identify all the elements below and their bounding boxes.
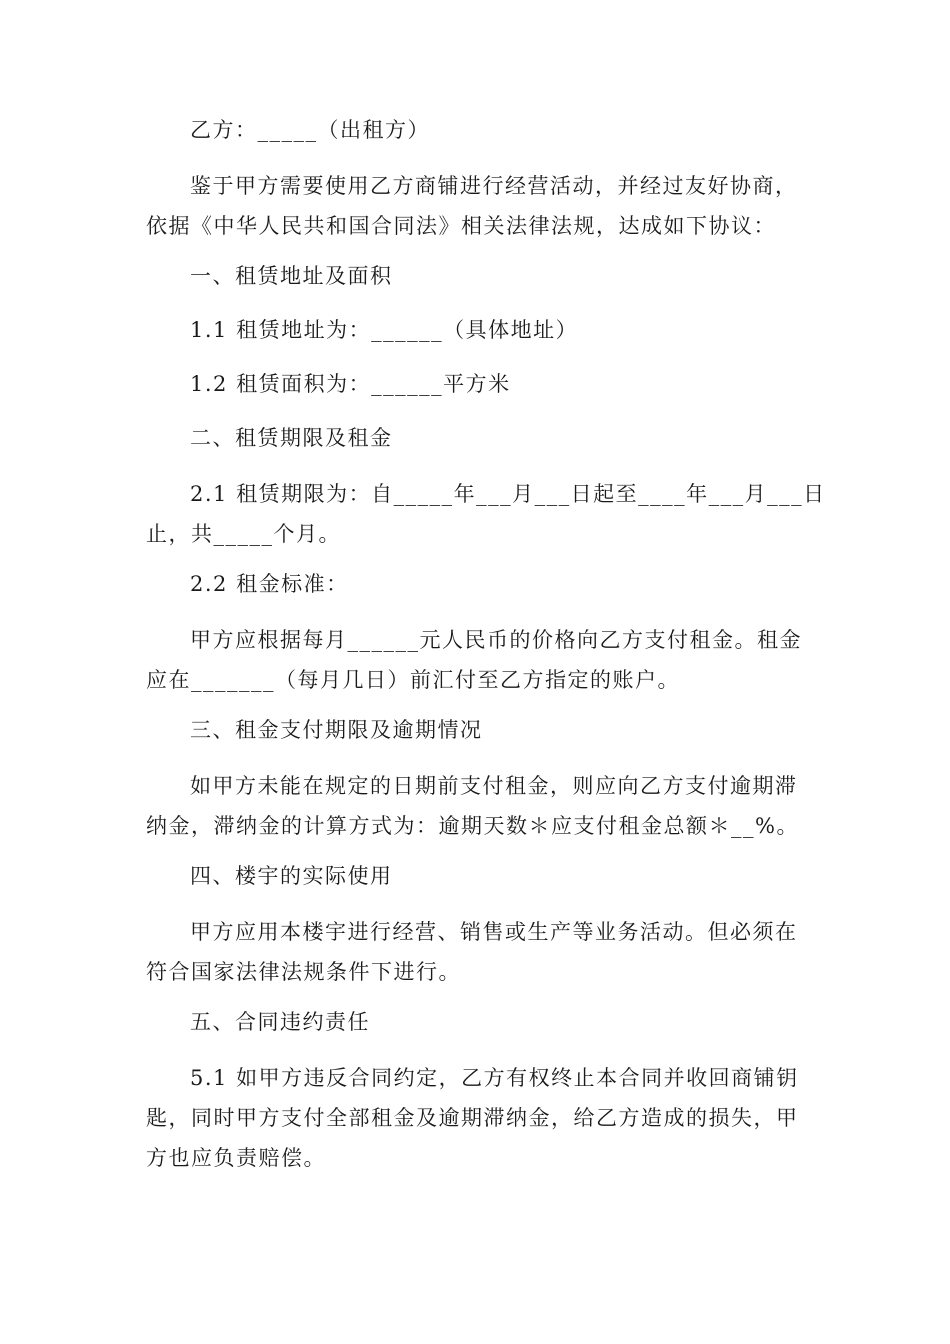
text-line: 五、合同违约责任 — [190, 1010, 370, 1034]
text-line: 2.2 租金标准： — [190, 572, 349, 596]
text-line: 一、租赁地址及面积 — [190, 264, 393, 288]
section-heading-4 — [146, 856, 806, 896]
clause-2-1 — [146, 474, 826, 554]
paragraph-rent-standard — [146, 620, 806, 700]
paragraph-building-use — [146, 912, 806, 992]
clause-1-2 — [146, 364, 806, 404]
text-line: 1.2 租赁面积为：______平方米 — [190, 372, 511, 396]
text-line: 依据《中华人民共和国合同法》相关法律法规，达成如下协议： — [146, 214, 776, 238]
text-line: 鉴于甲方需要使用乙方商铺进行经营活动，并经过友好协商， — [190, 174, 798, 198]
clause-2-2 — [146, 564, 806, 604]
text-line: 如甲方未能在规定的日期前支付租金，则应向乙方支付逾期滞 — [190, 774, 798, 798]
text-line: 1.1 租赁地址为：______（具体地址） — [190, 318, 579, 342]
text-line: 四、楼宇的实际使用 — [190, 864, 393, 888]
text-line: 方也应负责赔偿。 — [146, 1146, 326, 1170]
text-line: 三、租金支付期限及逾期情况 — [190, 718, 483, 742]
text-line: 应在_______（每月几日）前汇付至乙方指定的账户。 — [146, 668, 680, 692]
text-line: 二、租赁期限及租金 — [190, 426, 393, 450]
text-line: 匙，同时甲方支付全部租金及逾期滞纳金，给乙方造成的损失，甲 — [146, 1106, 799, 1130]
text-line: 甲方应根据每月______元人民币的价格向乙方支付租金。租金 — [190, 628, 802, 652]
section-heading-5 — [146, 1002, 806, 1042]
text-line: 纳金，滞纳金的计算方式为：逾期天数＊应支付租金总额＊__%。 — [146, 814, 799, 838]
clause-5-1 — [146, 1058, 806, 1178]
text-line: 甲方应用本楼宇进行经营、销售或生产等业务活动。但必须在 — [190, 920, 798, 944]
section-heading-1 — [146, 256, 806, 296]
text-line: 乙方：_____（出租方） — [190, 118, 430, 142]
section-heading-3 — [146, 710, 806, 750]
text-line: 2.1 租赁期限为：自_____年___月___日起至____年___月___日 — [190, 482, 826, 506]
paragraph-party-b — [146, 110, 806, 150]
section-heading-2 — [146, 418, 806, 458]
paragraph-late-fee — [146, 766, 806, 846]
clause-1-1 — [146, 310, 806, 350]
text-line: 止，共_____个月。 — [146, 522, 341, 546]
text-line: 符合国家法律法规条件下进行。 — [146, 960, 461, 984]
paragraph-preamble — [146, 166, 806, 246]
text-line: 5.1 如甲方违反合同约定，乙方有权终止本合同并收回商铺钥 — [190, 1066, 799, 1090]
